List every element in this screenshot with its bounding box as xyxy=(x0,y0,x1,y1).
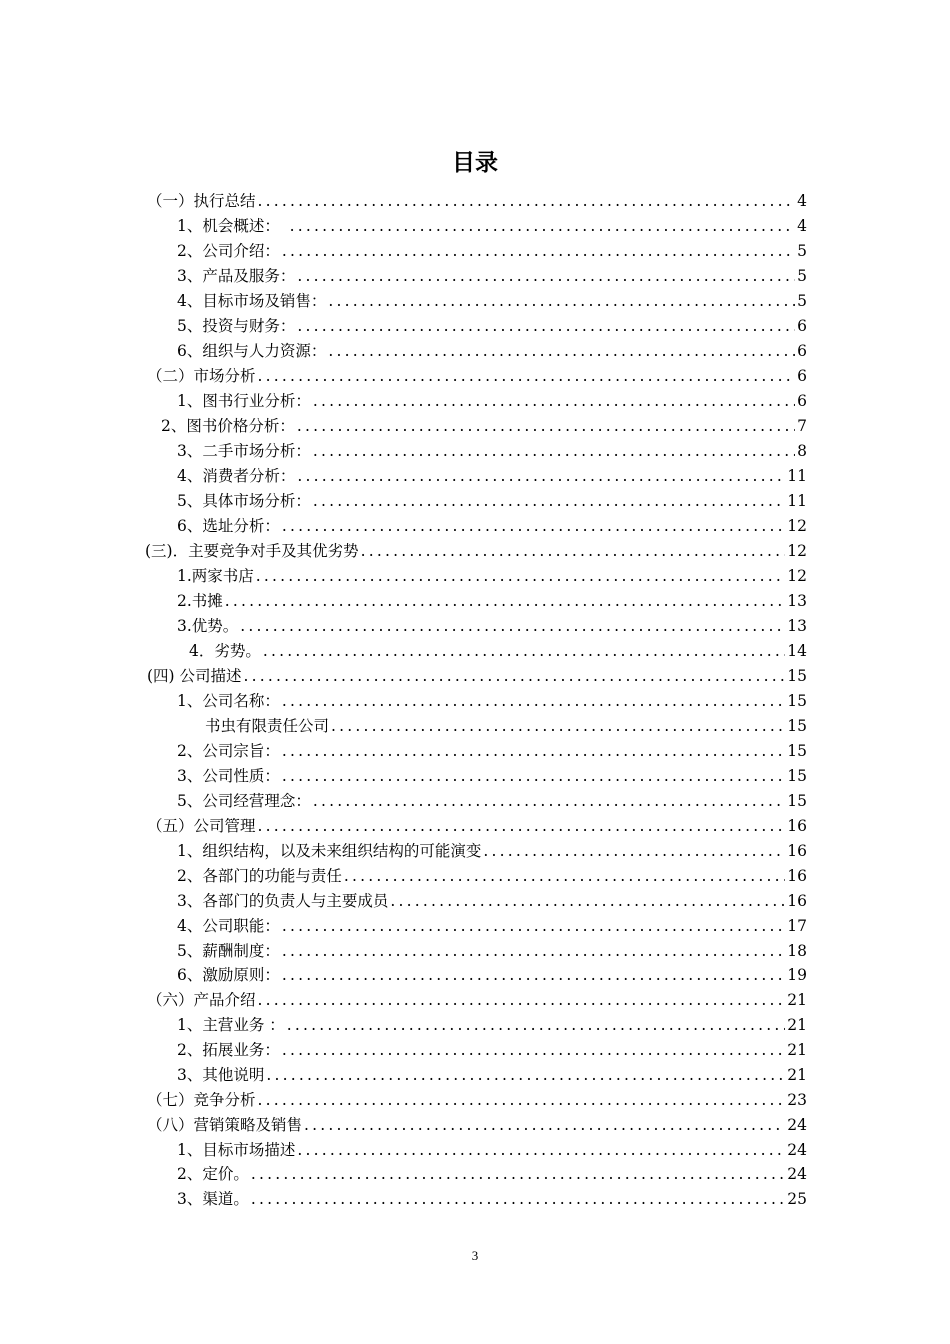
toc-entry-label: （一）执行总结 xyxy=(147,192,256,210)
toc-entry[interactable] xyxy=(177,615,807,637)
toc-entry-page: 15 xyxy=(787,717,807,735)
toc-entry[interactable] xyxy=(177,915,807,937)
dot-leader xyxy=(313,390,795,412)
toc-entry-page: 12 xyxy=(787,517,807,535)
toc-entry-label: 3、各部门的负责人与主要成员 xyxy=(177,892,389,910)
toc-entry[interactable] xyxy=(161,415,807,437)
toc-entry-page: 4 xyxy=(797,217,807,235)
toc-entry[interactable] xyxy=(177,840,807,862)
toc-entry[interactable] xyxy=(177,940,807,962)
toc-entry-page: 5 xyxy=(797,292,807,310)
dot-leader xyxy=(390,890,785,912)
toc-entry-label: （二）市场分析 xyxy=(147,367,256,385)
toc-entry[interactable] xyxy=(177,315,807,337)
toc-entry-label: 2、图书价格分析： xyxy=(161,417,295,435)
dot-leader xyxy=(282,740,785,762)
dot-leader xyxy=(361,540,786,562)
dot-leader xyxy=(258,815,786,837)
toc-entry[interactable] xyxy=(177,515,807,537)
toc-entry-label: (三)．主要竞争对手及其优劣势 xyxy=(145,542,359,560)
toc-entry-label: 6、选址分析： xyxy=(177,517,280,535)
toc-entry[interactable] xyxy=(177,1188,807,1210)
toc-entry-label: 2.书摊 xyxy=(177,592,223,610)
toc-entry-page: 24 xyxy=(787,1141,807,1159)
toc-entry-label: （七）竞争分析 xyxy=(147,1091,256,1109)
toc-entry[interactable] xyxy=(177,340,807,362)
dot-leader xyxy=(297,315,795,337)
toc-entry[interactable] xyxy=(189,640,807,662)
toc-entry-label: 5、薪酬制度： xyxy=(177,942,280,960)
toc-entry-page: 13 xyxy=(787,592,807,610)
toc-entry-page: 6 xyxy=(797,392,807,410)
toc-entry-page: 5 xyxy=(797,242,807,260)
toc-entry-label: 3、渠道。 xyxy=(177,1190,249,1208)
toc-entry-label: 4、目标市场及销售： xyxy=(177,292,327,310)
toc-entry-label: （五）公司管理 xyxy=(147,817,256,835)
toc-entry-label: 1、主营业务 ： xyxy=(177,1016,285,1034)
dot-leader xyxy=(304,1114,785,1136)
toc-entry[interactable] xyxy=(147,365,807,387)
dot-leader xyxy=(258,190,796,212)
toc-entry[interactable] xyxy=(177,440,807,462)
toc-entry-page: 16 xyxy=(787,817,807,835)
toc-entry[interactable] xyxy=(177,1064,807,1086)
dot-leader xyxy=(313,790,785,812)
toc-entry[interactable] xyxy=(177,1139,807,1161)
toc-entry-page: 6 xyxy=(797,317,807,335)
toc-entry-label: 2、公司介绍： xyxy=(177,242,280,260)
toc-entry-page: 17 xyxy=(787,917,807,935)
toc-entry[interactable] xyxy=(147,1089,807,1111)
dot-leader xyxy=(313,490,785,512)
toc-title: 目录 xyxy=(452,150,498,176)
dot-leader xyxy=(313,440,795,462)
toc-entry-page: 11 xyxy=(787,467,807,485)
toc-entry[interactable] xyxy=(177,265,807,287)
toc-entry-page: 12 xyxy=(787,542,807,560)
dot-leader xyxy=(282,765,785,787)
toc-entry[interactable] xyxy=(177,740,807,762)
dot-leader xyxy=(251,1163,785,1185)
toc-entry[interactable] xyxy=(177,890,807,912)
dot-leader xyxy=(256,565,785,587)
toc-entry-label: 3.优势。 xyxy=(177,617,239,635)
dot-leader xyxy=(297,1139,785,1161)
toc-entry-page: 24 xyxy=(787,1165,807,1183)
toc-entry-page: 15 xyxy=(787,667,807,685)
dot-leader xyxy=(266,1064,785,1086)
dot-leader xyxy=(251,1188,785,1210)
toc-entry-page: 25 xyxy=(787,1190,807,1208)
toc-entry-label: 1、公司名称： xyxy=(177,692,280,710)
toc-entry[interactable] xyxy=(177,865,807,887)
dot-leader xyxy=(483,840,785,862)
toc-entry-page: 21 xyxy=(787,1016,807,1034)
toc-entry-label: 2、各部门的功能与责任 xyxy=(177,867,342,885)
toc-entry[interactable] xyxy=(177,1039,807,1061)
toc-entry[interactable] xyxy=(177,215,807,237)
dot-leader xyxy=(282,915,785,937)
dot-leader xyxy=(297,465,785,487)
toc-entry-label: 3、其他说明 xyxy=(177,1066,265,1084)
toc-entry[interactable] xyxy=(177,390,807,412)
toc-entry-label: 1、图书行业分析： xyxy=(177,392,311,410)
toc-entry-label: 3、二手市场分析： xyxy=(177,442,311,460)
dot-leader xyxy=(282,964,785,986)
toc-entry-label: 4、公司职能： xyxy=(177,917,280,935)
dot-leader xyxy=(282,240,795,262)
toc-entry[interactable] xyxy=(177,490,807,512)
toc-entry[interactable] xyxy=(177,465,807,487)
dot-leader xyxy=(344,865,785,887)
toc-entry-label: 3、公司性质： xyxy=(177,767,280,785)
toc-entry-page: 13 xyxy=(787,617,807,635)
toc-entry[interactable] xyxy=(177,290,807,312)
toc-entry-label: 5、具体市场分析： xyxy=(177,492,311,510)
toc-entry-page: 11 xyxy=(787,492,807,510)
page-number: 3 xyxy=(471,1248,479,1263)
toc-entry-label: 6、激励原则： xyxy=(177,966,280,984)
toc-entry[interactable] xyxy=(177,240,807,262)
dot-leader xyxy=(331,715,785,737)
toc-entry-label: （八）营销策略及销售 xyxy=(147,1116,303,1134)
toc-entry-label: 4、消费者分析： xyxy=(177,467,296,485)
toc-entry-label: 1、机会概述： xyxy=(177,217,288,235)
toc-entry[interactable] xyxy=(177,590,807,612)
toc-entry-page: 23 xyxy=(787,1091,807,1109)
toc-entry-label: （六）产品介绍 xyxy=(147,991,256,1009)
toc-entry[interactable] xyxy=(177,964,807,986)
toc-entry-page: 15 xyxy=(787,692,807,710)
toc-entry[interactable] xyxy=(177,690,807,712)
toc-entry-label: 2、定价。 xyxy=(177,1165,249,1183)
toc-entry-label: 3、产品及服务： xyxy=(177,267,296,285)
toc-entry-page: 14 xyxy=(787,642,807,660)
dot-leader xyxy=(258,365,796,387)
toc-entry[interactable] xyxy=(147,665,807,687)
toc-entry-label: 5、投资与财务： xyxy=(177,317,296,335)
toc-entry-page: 6 xyxy=(797,342,807,360)
toc-entry-page: 18 xyxy=(787,942,807,960)
toc-entry[interactable] xyxy=(177,765,807,787)
toc-entry[interactable] xyxy=(177,790,807,812)
toc-entry[interactable] xyxy=(147,190,807,212)
toc-entry[interactable] xyxy=(147,815,807,837)
toc-entry-label: 书虫有限责任公司 xyxy=(205,717,330,735)
toc-entry[interactable] xyxy=(205,715,807,737)
toc-entry-label: 5、公司经营理念： xyxy=(177,792,311,810)
toc-entry-label: 2、拓展业务： xyxy=(177,1041,280,1059)
dot-leader xyxy=(263,640,785,662)
toc-entry-page: 16 xyxy=(787,867,807,885)
dot-leader xyxy=(244,665,786,687)
toc-entry-page: 16 xyxy=(787,892,807,910)
dot-leader xyxy=(328,290,795,312)
toc-entry-page: 7 xyxy=(797,417,807,435)
dot-leader xyxy=(240,615,785,637)
toc-entry-page: 12 xyxy=(787,567,807,585)
dot-leader xyxy=(282,515,785,537)
toc-entry-page: 21 xyxy=(787,1066,807,1084)
toc-entry-page: 6 xyxy=(797,367,807,385)
dot-leader xyxy=(282,940,785,962)
dot-leader xyxy=(297,415,795,437)
toc-entry-label: 6、组织与人力资源： xyxy=(177,342,327,360)
toc-entry-page: 24 xyxy=(787,1116,807,1134)
dot-leader xyxy=(290,215,796,237)
toc-entry-page: 21 xyxy=(787,1041,807,1059)
toc-entry[interactable] xyxy=(177,1163,807,1185)
dot-leader xyxy=(258,1089,786,1111)
toc-entry-page: 8 xyxy=(797,442,807,460)
dot-leader xyxy=(258,989,786,1011)
toc-entry-page: 16 xyxy=(787,842,807,860)
toc-entry[interactable] xyxy=(145,540,807,562)
toc-entry[interactable] xyxy=(147,1114,807,1136)
toc-entry-label: (四) 公司描述 xyxy=(147,667,242,685)
toc-entry-label: 1、组织结构，以及未来组织结构的可能演变 xyxy=(177,842,482,860)
toc-entry-label: 1.两家书店 xyxy=(177,567,254,585)
toc-entry-page: 21 xyxy=(787,991,807,1009)
dot-leader xyxy=(225,590,785,612)
toc-entry-page: 15 xyxy=(787,767,807,785)
dot-leader xyxy=(297,265,795,287)
dot-leader xyxy=(282,690,785,712)
toc-entry[interactable] xyxy=(147,989,807,1011)
toc-entry-page: 5 xyxy=(797,267,807,285)
toc-entry-page: 15 xyxy=(787,792,807,810)
toc-entry-page: 19 xyxy=(787,966,807,984)
toc-entry-label: 4．劣势。 xyxy=(189,642,261,660)
toc-entry-page: 15 xyxy=(787,742,807,760)
dot-leader xyxy=(328,340,795,362)
toc-entry-page: 4 xyxy=(797,192,807,210)
dot-leader xyxy=(287,1014,785,1036)
toc-entry[interactable] xyxy=(177,565,807,587)
toc-entry[interactable] xyxy=(177,1014,807,1036)
dot-leader xyxy=(282,1039,785,1061)
toc-entry-label: 2、公司宗旨： xyxy=(177,742,280,760)
toc-entry-label: 1、目标市场描述 xyxy=(177,1141,296,1159)
